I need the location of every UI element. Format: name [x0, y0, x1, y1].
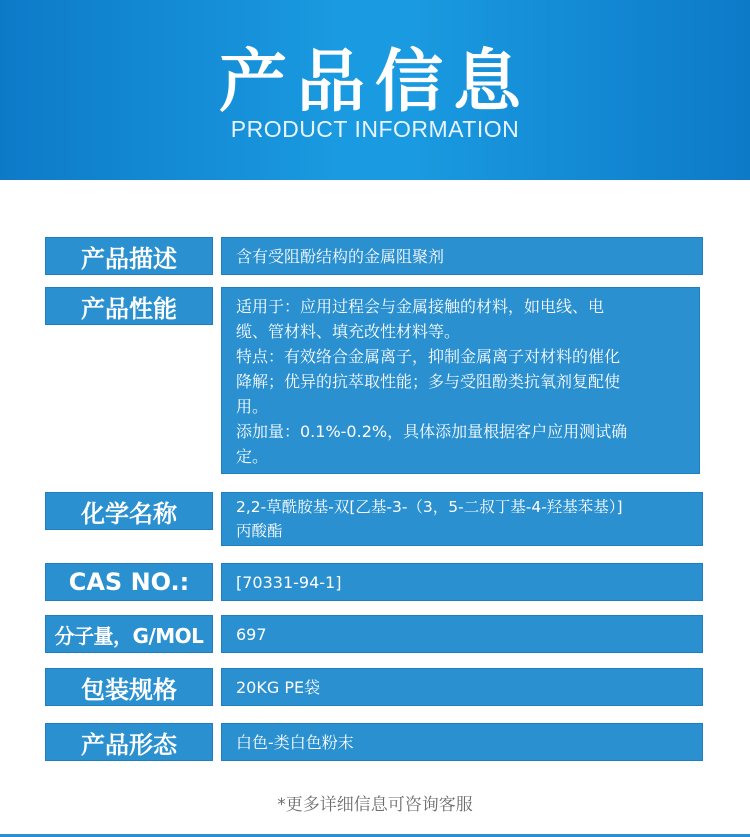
label-packaging: 包装规格	[45, 668, 213, 706]
performance-line: 添加量：0.1%-0.2%，具体添加量根据客户应用测试确	[236, 422, 628, 441]
label-performance: 产品性能	[45, 287, 213, 325]
performance-line: 定。	[236, 447, 269, 466]
value-molecular-weight-text: 697	[236, 624, 267, 644]
value-molecular-weight	[221, 615, 703, 653]
chemical-name-line: 2,2-草酰胺基-双[乙基-3-（3，5-二叔丁基-4-羟基苯基）]	[236, 498, 623, 516]
label-cas-no: CAS NO.:	[45, 563, 213, 601]
value-description-text: 含有受阻酚结构的金属阻聚剂	[236, 246, 445, 266]
value-performance	[221, 287, 700, 474]
value-packaging-text: 20KG PE袋	[236, 677, 321, 697]
label-description: 产品描述	[45, 237, 213, 275]
value-packaging	[221, 668, 703, 706]
label-molecular-weight: 分子量，G/MOL	[45, 615, 213, 653]
page-title: 产品信息	[218, 43, 531, 122]
footer-note: *更多详细信息可咨询客服	[277, 795, 473, 815]
value-appearance	[221, 723, 703, 761]
value-appearance-text: 白色-类白色粉末	[236, 732, 354, 752]
performance-line: 用。	[236, 397, 269, 416]
header-banner	[0, 0, 750, 180]
page-subtitle: PRODUCT INFORMATION	[230, 116, 520, 142]
chemical-name-line: 丙酸酯	[236, 522, 283, 540]
value-chemical-name	[221, 492, 703, 546]
label-chemical-name: 化学名称	[45, 492, 213, 530]
value-cas-no-text: [70331-94-1]	[236, 572, 342, 592]
label-appearance: 产品形态	[45, 723, 213, 761]
performance-line: 缆、管材料、填充改性材料等。	[236, 322, 461, 341]
performance-line: 适用于：应用过程会与金属接触的材料，如电线、电	[236, 297, 605, 316]
value-cas-no	[221, 563, 703, 601]
value-description	[221, 237, 703, 275]
performance-line: 降解；优异的抗萃取性能；多与受阻酚类抗氧剂复配使	[236, 372, 621, 391]
performance-line: 特点：有效络合金属离子，抑制金属离子对材料的催化	[236, 347, 621, 366]
